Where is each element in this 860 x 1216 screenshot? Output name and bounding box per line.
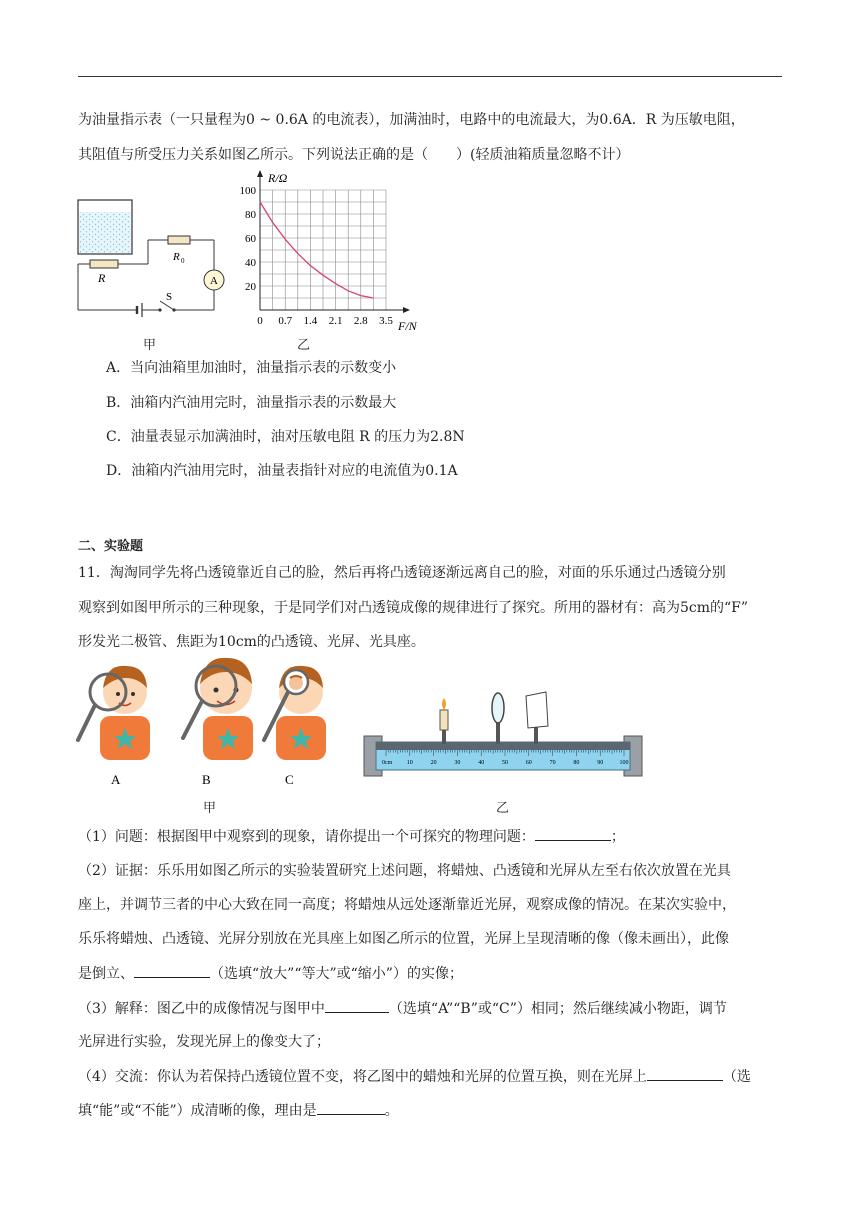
bench-tick-label: 90 xyxy=(597,760,604,766)
x-tick-label: 2.8 xyxy=(353,315,368,327)
q11-part-2-line-4 xyxy=(78,963,463,984)
answer-blank-4[interactable] xyxy=(647,1066,723,1081)
optical-bench-figure xyxy=(362,688,646,784)
answer-blank-1[interactable] xyxy=(535,826,611,841)
q11-part-1-end: ； xyxy=(610,829,625,845)
y-tick-label: 60 xyxy=(245,233,256,245)
y-tick-label: 20 xyxy=(245,281,256,293)
candle-icon xyxy=(440,698,448,744)
answer-blank-5[interactable] xyxy=(317,1100,385,1115)
q11-stem-2: 观察到如图甲所示的三种现象，于是同学们对凸透镜成像的规律进行了探究。所用的器材有：高为5cm的“F” xyxy=(78,600,749,616)
bench-tick-label: 70 xyxy=(549,760,556,766)
q11-part-2-suffix: （选填“放大”“等大”或“缩小”）的实像； xyxy=(210,966,463,982)
label-r0-sub: 0 xyxy=(181,257,185,265)
q11-part-3-line-1 xyxy=(78,998,727,1019)
y-tick-label: 80 xyxy=(245,209,256,221)
q11-part-4-reason-prefix: 填“能”或“不能”）成清晰的像，理由是 xyxy=(78,1103,317,1119)
q11-stem-1: 11．淘淘同学先将凸透镜靠近自己的脸，然后再将凸透镜逐渐远离自己的脸，对面的乐乐通过凸透镜分别 xyxy=(78,565,726,581)
face-a xyxy=(78,666,150,760)
q11-stem-3: 形发光二极管、焦距为10cm的凸透镜、光屏、光具座。 xyxy=(78,634,425,650)
bench-tick-label: 50 xyxy=(502,760,508,766)
label-r0: R xyxy=(173,251,180,263)
bench-tick-label: 20 xyxy=(430,760,437,766)
circuit-diagram xyxy=(76,198,236,328)
x-tick-label: 1.4 xyxy=(303,315,318,327)
pressure-resistor-r xyxy=(90,260,118,268)
option-a[interactable]: A．当向油箱里加油时，油量指示表的示数变小 xyxy=(106,360,397,376)
x-tick-label: 3.5 xyxy=(379,315,393,327)
q11-part-1 xyxy=(78,826,625,847)
bench-tick-label: 40 xyxy=(478,760,485,766)
q10-line-1: 为油量指示表（一只量程为0 ~ 0.6A 的电流表），加满油时，电路中的电流最大，为0.6A．R 为压敏电阻， xyxy=(78,112,745,128)
answer-blank-2[interactable] xyxy=(134,963,210,978)
bench-tick-label: 80 xyxy=(573,760,580,766)
bench-tick-label: 30 xyxy=(454,760,461,766)
face-label-c: C xyxy=(285,772,294,787)
header-rule xyxy=(78,76,782,77)
x-tick-label: 2.1 xyxy=(328,315,343,327)
q11-fig-jia-caption: 甲 xyxy=(203,801,217,816)
label-a: A xyxy=(210,275,218,287)
q11-part-4-prefix: （4）交流：你认为若保持凸透镜位置不变，将乙图中的蜡烛和光屏的位置互换，则在光屏上 xyxy=(78,1069,647,1085)
q11-part-3-prefix: （3）解释：图乙中的成像情况与图甲中 xyxy=(78,1001,325,1017)
y-axis-label: R/Ω xyxy=(268,171,288,185)
q11-part-2-prefix: 是倒立、 xyxy=(78,966,134,982)
y-tick-label: 100 xyxy=(239,185,256,197)
bench-tick-label: 10 xyxy=(406,760,413,766)
q11-fig-yi-caption: 乙 xyxy=(496,801,510,816)
label-s: S xyxy=(166,291,173,303)
bench-tick-label: 60 xyxy=(525,760,532,766)
light-screen-icon xyxy=(526,692,548,744)
q11-part-4-line-1 xyxy=(78,1066,751,1087)
answer-blank-3[interactable] xyxy=(325,998,389,1013)
q11-part-3-line-2: 光屏进行实验，发现光屏上的像变大了； xyxy=(78,1034,330,1050)
y-axis-arrow xyxy=(257,170,263,177)
bench-unit-label: 0cm xyxy=(382,760,393,766)
y-tick-label: 40 xyxy=(245,257,256,269)
x-tick-label: 0 xyxy=(257,315,263,327)
option-b[interactable]: B．油箱内汽油用完时，油量指示表的示数最大 xyxy=(106,395,397,411)
x-tick-label: 0.7 xyxy=(278,315,293,327)
oil-fill xyxy=(79,212,131,253)
q11-part-4-suffix: （选 xyxy=(722,1069,751,1085)
lens-icon xyxy=(492,693,504,744)
label-r: R xyxy=(98,271,106,285)
face-c xyxy=(264,666,326,760)
option-c[interactable]: C．油量表显示加满油时，油对压敏电阻 R 的压力为2.8N xyxy=(106,429,465,445)
magnifier-faces-figure xyxy=(76,654,346,794)
option-d[interactable]: D．油箱内汽油用完时，油量表指针对应的电流值为0.1A xyxy=(106,463,458,479)
q11-part-4-line-2 xyxy=(78,1100,399,1121)
q11-part-2-line-3: 乐乐将蜡烛、凸透镜、光屏分别放在光具座上如图乙所示的位置，光屏上呈现清晰的像（像未画出），此像 xyxy=(78,931,729,947)
q11-part-2-line-1: （2）证据：乐乐用如图乙所示的实验装置研究上述问题，将蜡烛、凸透镜和光屏从左至右依次放置在光具 xyxy=(78,863,731,879)
q10-fig-jia-caption: 甲 xyxy=(143,338,157,353)
face-b xyxy=(183,658,253,760)
section-title: 二、实验题 xyxy=(78,539,144,554)
q10-fig-yi-caption: 乙 xyxy=(297,338,311,353)
q11-part-3-suffix: （选填“A”“B”或“C”）相同；然后继续减小物距，调节 xyxy=(388,1001,727,1017)
resistor-r0 xyxy=(168,236,190,244)
bench-tick-label: 100 xyxy=(619,760,629,766)
face-label-a: A xyxy=(111,772,121,787)
q11-part-2-line-2: 座上，并调节三者的中心大致在同一高度；将蜡烛从远处逐渐靠近光屏，观察成像的情况。在某次实验中， xyxy=(78,897,736,913)
q11-part-1-text: （1）问题：根据图甲中观察到的现象，请你提出一个可探究的物理问题： xyxy=(78,829,535,845)
q11-part-4-end: 。 xyxy=(384,1103,399,1119)
resistance-force-chart xyxy=(232,170,432,348)
x-axis-label: F/N xyxy=(398,319,417,333)
q10-line-2: 其阻值与所受压力关系如图乙所示。下列说法正确的是（ ）(轻质油箱质量忽略不计） xyxy=(78,147,630,163)
face-label-b: B xyxy=(202,772,211,787)
x-axis-arrow xyxy=(403,307,410,313)
